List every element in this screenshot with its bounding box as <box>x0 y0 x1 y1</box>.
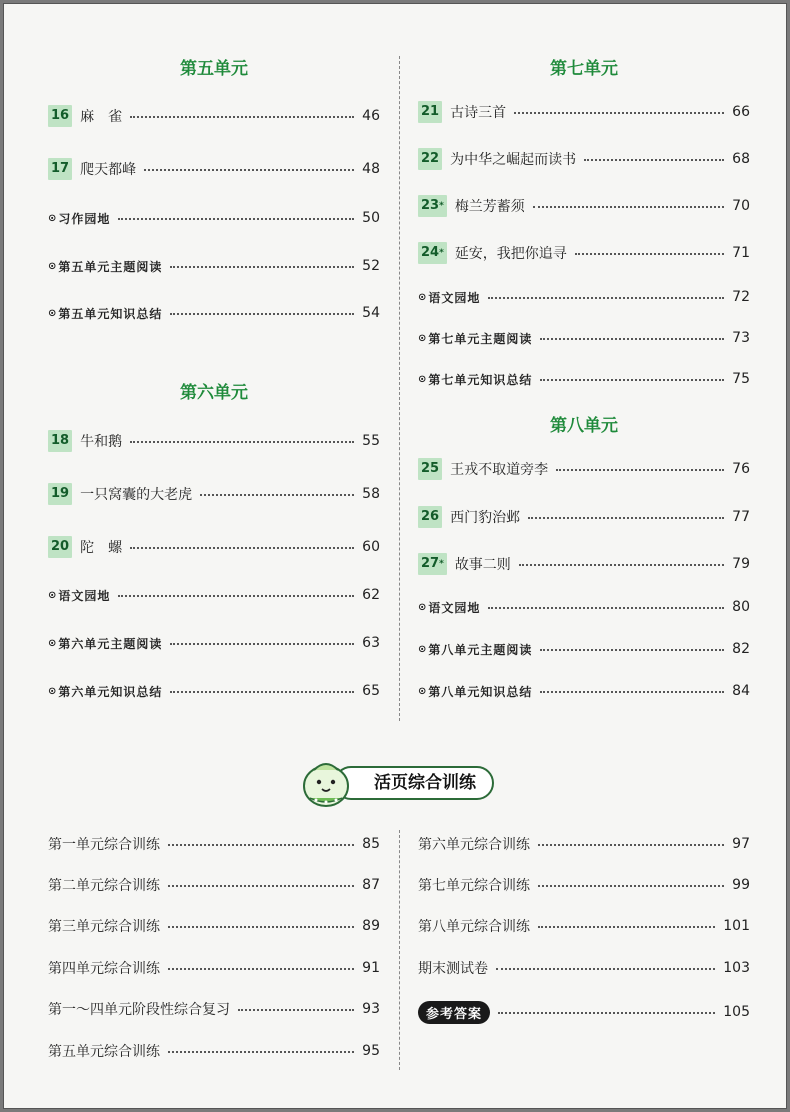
toc-entry[interactable] <box>48 205 380 231</box>
section-title: 第七单元主题阅读 <box>428 331 533 346</box>
lesson-number: 18 <box>48 430 72 452</box>
section-title: 期末测试卷 <box>418 961 488 977</box>
section-title: 语文园地 <box>428 290 481 305</box>
page-number: 76 <box>732 461 750 477</box>
leader-dots <box>538 926 715 928</box>
lesson-number: 24 * <box>418 242 447 264</box>
page-number: 82 <box>732 641 750 657</box>
leader-dots <box>118 218 354 220</box>
page-number: 52 <box>362 258 380 274</box>
toc-entry[interactable] <box>48 428 380 454</box>
section-title: 第六单元综合训练 <box>418 837 530 853</box>
page-number: 99 <box>732 877 750 893</box>
page-number: 101 <box>723 918 750 934</box>
leader-dots <box>168 844 354 846</box>
section-title: 语文园地 <box>428 600 481 615</box>
toc-entry[interactable] <box>418 594 750 620</box>
toc-entry[interactable] <box>48 913 380 939</box>
lesson-number: 21 <box>418 101 442 123</box>
page-number: 66 <box>732 104 750 120</box>
leader-dots <box>496 968 715 970</box>
lesson-number: 26 <box>418 506 442 528</box>
column-divider <box>399 56 400 721</box>
activity-title: 活页综合训练 <box>334 766 494 800</box>
bullet-icon: ⊙ <box>48 307 57 319</box>
toc-entry[interactable] <box>48 156 380 182</box>
lesson-title: 古诗三首 <box>450 105 507 121</box>
page-number: 80 <box>732 599 750 615</box>
toc-entry[interactable] <box>418 678 750 704</box>
toc-entry-answers[interactable] <box>418 999 750 1025</box>
section-title: 第八单元知识总结 <box>428 684 533 699</box>
toc-entry[interactable] <box>418 325 750 351</box>
leader-dots <box>130 547 354 549</box>
toc-entry[interactable] <box>48 300 380 326</box>
leader-dots <box>528 517 724 519</box>
leader-dots <box>575 253 724 255</box>
section-title: 第一单元综合训练 <box>48 837 160 853</box>
toc-entry[interactable] <box>418 913 750 939</box>
unit-title: 第六单元 <box>180 383 248 403</box>
lesson-title: 麻 雀 <box>80 109 123 125</box>
toc-entry[interactable] <box>48 996 380 1022</box>
leader-dots <box>498 1012 715 1014</box>
leader-dots <box>200 494 354 496</box>
page-number: 72 <box>732 289 750 305</box>
lesson-title: 为中华之崛起而读书 <box>450 152 577 168</box>
toc-entry[interactable] <box>48 481 380 507</box>
leader-dots <box>556 469 724 471</box>
leader-dots <box>538 844 724 846</box>
section-title: 习作园地 <box>58 211 111 226</box>
page-number: 48 <box>362 161 380 177</box>
page-number: 105 <box>723 1004 750 1020</box>
lesson-title: 梅兰芳蓄须 <box>454 199 525 215</box>
table-of-contents-page <box>3 3 787 1109</box>
page-number: 87 <box>362 877 380 893</box>
lesson-number: 17 <box>48 158 72 180</box>
bullet-icon: ⊙ <box>48 589 57 601</box>
bullet-icon: ⊙ <box>48 260 57 272</box>
section-title: 第六单元主题阅读 <box>58 636 163 651</box>
lesson-number: 22 <box>418 148 442 170</box>
leader-dots <box>118 595 354 597</box>
bullet-icon: ⊙ <box>418 643 427 655</box>
page-number: 73 <box>732 330 750 346</box>
leader-dots <box>540 379 724 381</box>
bullet-icon: ⊙ <box>48 637 57 649</box>
leader-dots <box>514 112 724 114</box>
leader-dots <box>584 159 724 161</box>
bullet-icon: ⊙ <box>418 685 427 697</box>
unit-title: 第七单元 <box>550 59 618 79</box>
leader-dots <box>170 643 354 645</box>
page-number: 95 <box>362 1043 380 1059</box>
lesson-title: 爬天都峰 <box>80 162 137 178</box>
lesson-title: 故事二则 <box>454 557 511 573</box>
leader-dots <box>130 441 354 443</box>
page-number: 84 <box>732 683 750 699</box>
leader-dots <box>533 206 724 208</box>
lesson-title: 陀 螺 <box>80 540 123 556</box>
leader-dots <box>519 564 724 566</box>
unit-title: 第五单元 <box>180 59 248 79</box>
toc-entry[interactable] <box>48 872 380 898</box>
leader-dots <box>488 607 724 609</box>
section-title: 第六单元知识总结 <box>58 684 163 699</box>
page-number: 77 <box>732 509 750 525</box>
mascot-icon <box>300 756 356 810</box>
toc-entry[interactable] <box>48 534 380 560</box>
page-number: 63 <box>362 635 380 651</box>
toc-entry[interactable] <box>418 955 750 981</box>
page-number: 58 <box>362 486 380 502</box>
lesson-title: 牛和鹅 <box>80 434 123 450</box>
leader-dots <box>538 885 724 887</box>
lesson-number: 20 <box>48 536 72 558</box>
leader-dots <box>168 968 354 970</box>
toc-entry[interactable] <box>418 456 750 482</box>
section-title: 第一～四单元阶段性综合复习 <box>48 1002 230 1018</box>
lesson-title: 延安，我把你追寻 <box>454 246 567 262</box>
leader-dots <box>144 169 354 171</box>
page-number: 103 <box>723 960 750 976</box>
toc-entry[interactable] <box>418 146 750 172</box>
page-number: 60 <box>362 539 380 555</box>
section-title: 第四单元综合训练 <box>48 961 160 977</box>
bullet-icon: ⊙ <box>48 212 57 224</box>
activity-section-heading <box>300 756 496 810</box>
column-divider <box>399 830 400 1070</box>
answers-badge: 参考答案 <box>418 1001 490 1024</box>
page-number: 46 <box>362 108 380 124</box>
lesson-number: 16 <box>48 105 72 127</box>
bullet-icon: ⊙ <box>418 291 427 303</box>
toc-entry[interactable] <box>48 253 380 279</box>
toc-entry[interactable] <box>418 872 750 898</box>
leader-dots <box>168 885 354 887</box>
toc-entry[interactable] <box>418 551 750 577</box>
lesson-title: 西门豹治邺 <box>450 510 521 526</box>
toc-entry[interactable] <box>418 193 750 219</box>
leader-dots <box>130 116 354 118</box>
toc-entry[interactable] <box>418 504 750 530</box>
toc-entry[interactable] <box>418 240 750 266</box>
page-number: 89 <box>362 918 380 934</box>
page-number: 79 <box>732 556 750 572</box>
lesson-number: 23 * <box>418 195 447 217</box>
unit-title: 第八单元 <box>550 416 618 436</box>
toc-entry[interactable] <box>418 284 750 310</box>
page-number: 71 <box>732 245 750 261</box>
toc-entry[interactable] <box>418 831 750 857</box>
bullet-icon: ⊙ <box>418 373 427 385</box>
section-title: 第三单元综合训练 <box>48 919 160 935</box>
section-title: 第八单元主题阅读 <box>428 642 533 657</box>
leader-dots <box>238 1009 354 1011</box>
page-number: 50 <box>362 210 380 226</box>
page-number: 70 <box>732 198 750 214</box>
toc-entry[interactable] <box>48 630 380 656</box>
section-title: 第五单元主题阅读 <box>58 259 163 274</box>
lesson-number: 19 <box>48 483 72 505</box>
leader-dots <box>170 313 354 315</box>
page-number: 75 <box>732 371 750 387</box>
toc-entry[interactable] <box>48 678 380 704</box>
toc-entry[interactable] <box>48 1038 380 1064</box>
section-title: 第七单元知识总结 <box>428 372 533 387</box>
toc-entry[interactable] <box>418 99 750 125</box>
lesson-title: 王戎不取道旁李 <box>450 462 549 478</box>
toc-entry[interactable] <box>418 366 750 392</box>
page-number: 85 <box>362 836 380 852</box>
page-number: 54 <box>362 305 380 321</box>
page-number: 55 <box>362 433 380 449</box>
lesson-number: 25 <box>418 458 442 480</box>
leader-dots <box>540 338 724 340</box>
section-title: 第七单元综合训练 <box>418 878 530 894</box>
leader-dots <box>168 1051 354 1053</box>
page-number: 62 <box>362 587 380 603</box>
page-number: 93 <box>362 1001 380 1017</box>
toc-entry[interactable] <box>418 636 750 662</box>
lesson-number: 27 * <box>418 553 447 575</box>
leader-dots <box>540 649 724 651</box>
page-number: 68 <box>732 151 750 167</box>
section-title: 第五单元知识总结 <box>58 306 163 321</box>
section-title: 第二单元综合训练 <box>48 878 160 894</box>
page-number: 65 <box>362 683 380 699</box>
toc-entry[interactable] <box>48 582 380 608</box>
page-number: 97 <box>732 836 750 852</box>
page-number: 91 <box>362 960 380 976</box>
leader-dots <box>170 691 354 693</box>
toc-entry[interactable] <box>48 955 380 981</box>
toc-entry[interactable] <box>48 831 380 857</box>
bullet-icon: ⊙ <box>48 685 57 697</box>
section-title: 语文园地 <box>58 588 111 603</box>
section-title: 第八单元综合训练 <box>418 919 530 935</box>
lesson-title: 一只窝囊的大老虎 <box>80 487 193 503</box>
leader-dots <box>170 266 354 268</box>
section-title: 第五单元综合训练 <box>48 1044 160 1060</box>
toc-entry[interactable] <box>48 103 380 129</box>
leader-dots <box>168 926 354 928</box>
bullet-icon: ⊙ <box>418 601 427 613</box>
bullet-icon: ⊙ <box>418 332 427 344</box>
leader-dots <box>488 297 724 299</box>
leader-dots <box>540 691 724 693</box>
